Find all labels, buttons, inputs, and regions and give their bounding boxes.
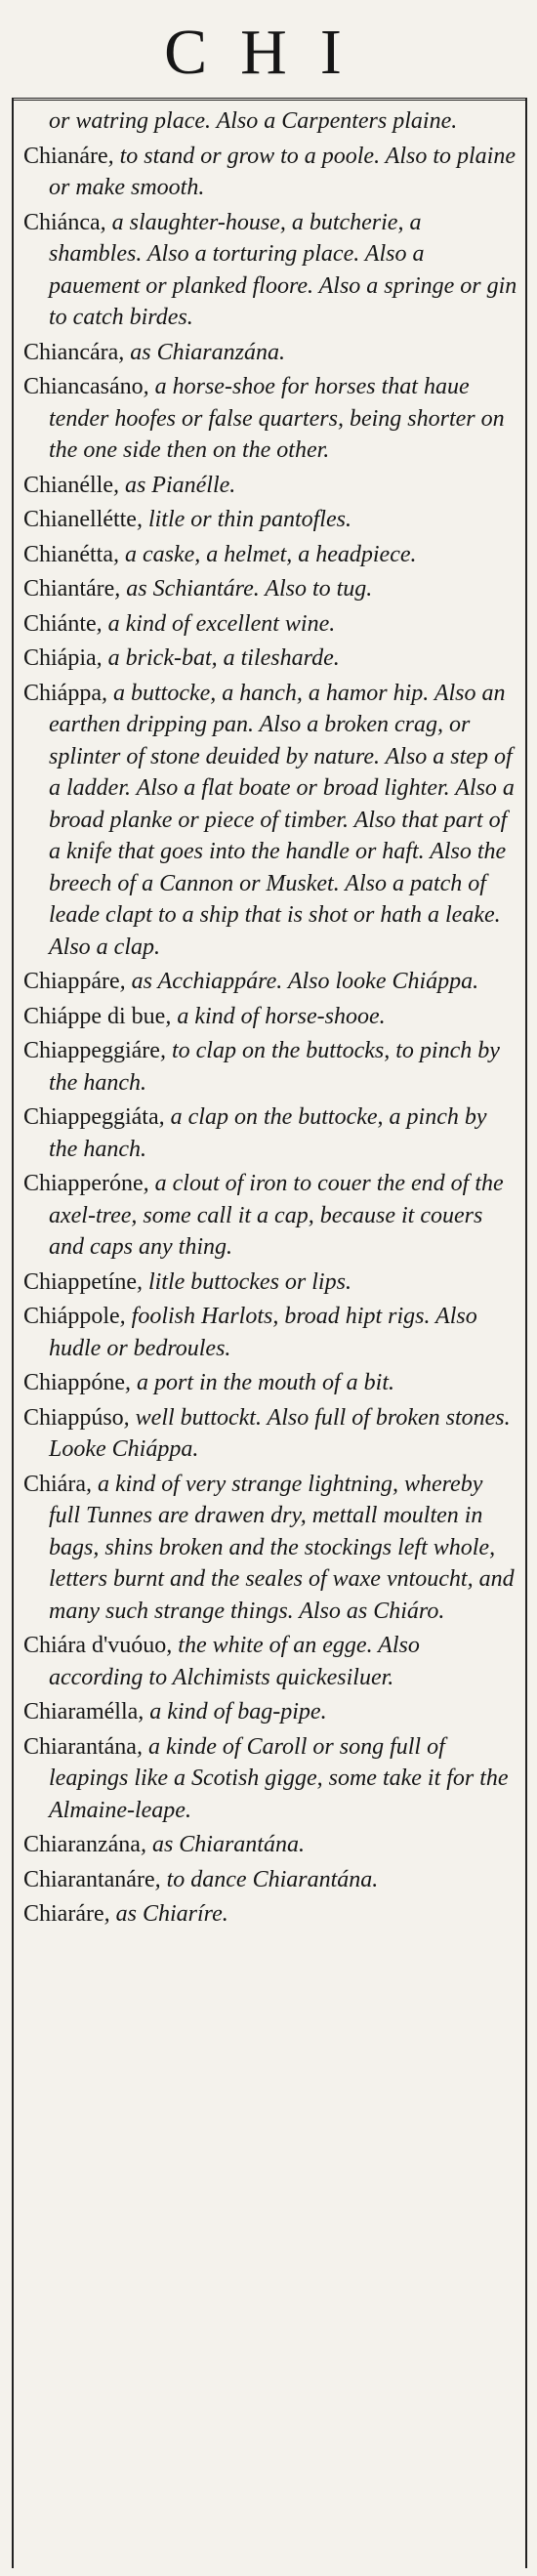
entry-definition: , as Acchiappáre. Also looke Chiáppa. <box>119 969 479 994</box>
entry-headword: Chiappóne <box>23 1370 125 1395</box>
entry-headword: Chiarantanáre <box>23 1866 155 1892</box>
entry-headword: Chiára d'vuóuo <box>23 1633 167 1658</box>
entry-definition: , the white of an egge. Also according to Alchimists quickesiluer. <box>49 1633 420 1690</box>
entry-definition: , a caske, a helmet, a headpiece. <box>112 541 417 567</box>
entry-headword: Chiaráre <box>23 1901 104 1927</box>
dictionary-entry <box>23 1829 519 1861</box>
dictionary-entry <box>23 337 519 369</box>
right-column-rule <box>525 98 527 2568</box>
entry-definition: , to clap on the buttocks, to pinch by the hanch. <box>49 1038 500 1096</box>
page-header <box>12 8 527 101</box>
entry-definition: or watring place. Also a Carpenters plaine. <box>49 108 458 134</box>
entry-definition: , foolish Harlots, broad hipt rigs. Also hudle or bedroules. <box>49 1304 477 1361</box>
dictionary-entry <box>23 1402 519 1466</box>
entry-headword: Chiappeggiáta <box>23 1104 159 1130</box>
entry-headword: Chiappeggiáre <box>23 1038 160 1063</box>
entry-definition: , a kind of bag-pipe. <box>138 1699 327 1724</box>
entry-definition: , a kind of excellent wine. <box>96 610 336 637</box>
entry-definition: , a kinde of Caroll or song full of leapings like a Scotish gigge, some take it for the Almaine-leape. <box>49 1733 509 1823</box>
entry-headword: Chianellétte <box>23 507 137 532</box>
entry-definition: , a horse-shoe for horses that haue tender hoofes or false quarters, being shorter on the one side then on the other. <box>49 374 505 463</box>
dictionary-entry <box>23 141 519 204</box>
dictionary-entry <box>23 608 519 641</box>
entry-headword: Chiancára <box>23 339 119 365</box>
dictionary-entry <box>23 1731 519 1827</box>
entry-definition: , a clout of iron to couer the end of the axel-tree, some call it a cap, because it couers and caps any thing. <box>49 1171 504 1260</box>
dictionary-entry <box>23 207 519 334</box>
entry-definition: , as Pianélle. <box>112 472 236 498</box>
entry-list <box>23 105 519 1933</box>
dictionary-entry <box>23 1035 519 1099</box>
entry-definition: , a kind of horse-shooe. <box>165 1003 386 1029</box>
entry-definition: , a port in the mouth of a bit. <box>124 1370 394 1395</box>
entry-definition: , a slaughter-house, a butcherie, a shambles. Also a torturing place. Also a pauement or planked floore. Also a springe or gin to catch birdes. <box>49 209 517 330</box>
left-column-rule <box>12 98 14 2568</box>
entry-definition: , a clap on the buttocke, a pinch by the hanch. <box>49 1104 487 1162</box>
entry-headword: Chiaramélla <box>23 1699 139 1724</box>
dictionary-entry <box>23 1301 519 1364</box>
dictionary-entry <box>23 371 519 467</box>
dictionary-entry <box>23 1898 519 1931</box>
entry-headword: Chiappáre <box>23 969 120 994</box>
entry-definition: , to dance Chiarantána. <box>154 1866 379 1892</box>
dictionary-entry <box>23 1168 519 1264</box>
dictionary-entry <box>23 470 519 502</box>
entry-definition: , as Schiantáre. Also to tug. <box>114 576 373 602</box>
entry-definition: , as Chiarantána. <box>140 1832 305 1857</box>
entry-headword: Chiánca <box>23 209 101 235</box>
entry-headword: Chiappetíne <box>23 1268 137 1295</box>
entry-headword: Chiáppole <box>23 1304 120 1329</box>
entry-definition: , a buttocke, a hanch, a hamor hip. Also an earthen dripping pan. Also a broken crag, or splinter of stone deuided by nature. Also a step of a ladder. Also a flat boate or broad lighter. Also a broad planke or piece of timber. Also that part of a knife that goes into the handle or haft. Also the breech of a Cannon or Musket. Also a patch of leade clapt to a ship that is shot or hath a leake. Also a clap. <box>49 680 515 960</box>
dictionary-entry <box>23 539 519 571</box>
entry-headword: Chiára <box>23 1471 86 1497</box>
entry-headword: Chiarantána <box>23 1733 137 1760</box>
entry-definition: , a kind of very strange lightning, whereby full Tunnes are drawen dry, mettall moulten in bags, shins broken and the stockings left whole, letters burnt and the seales of waxe vntoucht, and many such strange things. Also as Chiáro. <box>49 1471 515 1624</box>
dictionary-entry <box>23 1469 519 1628</box>
entry-definition: , a brick-bat, a tilesharde. <box>96 645 340 671</box>
entry-headword: Chiáppe di bue <box>23 1003 166 1029</box>
entry-headword: Chiaranzána <box>23 1832 141 1857</box>
entry-headword: Chiancasáno <box>23 374 144 399</box>
dictionary-entry <box>23 1267 519 1299</box>
dictionary-entry <box>23 678 519 964</box>
entry-headword: Chiantáre <box>23 576 115 602</box>
entry-definition: , as Chiaríre. <box>103 1901 228 1927</box>
entry-headword: Chiánte <box>23 610 97 637</box>
dictionary-entry <box>23 573 519 605</box>
entry-definition: , litle or thin pantofles. <box>136 507 351 532</box>
dictionary-entry <box>23 1367 519 1399</box>
entry-headword: Chiáppa <box>23 680 102 706</box>
dictionary-entry <box>23 966 519 998</box>
entry-headword: Chianélle <box>23 472 113 498</box>
dictionary-entry <box>23 1630 519 1693</box>
entry-definition: , to stand or grow to a poole. Also to plaine or make smooth. <box>49 143 516 200</box>
dictionary-entry <box>23 1696 519 1728</box>
entry-headword: Chianétta <box>23 541 113 567</box>
entry-headword: Chiápia <box>23 645 97 671</box>
entry-headword: Chianáre <box>23 143 108 169</box>
dictionary-entry <box>23 643 519 675</box>
dictionary-entry <box>23 1101 519 1165</box>
dictionary-entry <box>23 1001 519 1033</box>
entry-definition: , as Chiaranzána. <box>118 339 285 365</box>
dictionary-entry <box>23 504 519 536</box>
running-head: CHI <box>164 17 375 88</box>
entry-definition: , well buttockt. Also full of broken stones. Looke Chiáppa. <box>49 1404 511 1462</box>
entry-headword: Chiappúso <box>23 1404 124 1431</box>
entry-definition: , litle buttockes or lips. <box>136 1268 351 1295</box>
dictionary-entry <box>23 1864 519 1896</box>
dictionary-entry <box>23 105 519 138</box>
entry-headword: Chiapperóne <box>23 1171 144 1196</box>
